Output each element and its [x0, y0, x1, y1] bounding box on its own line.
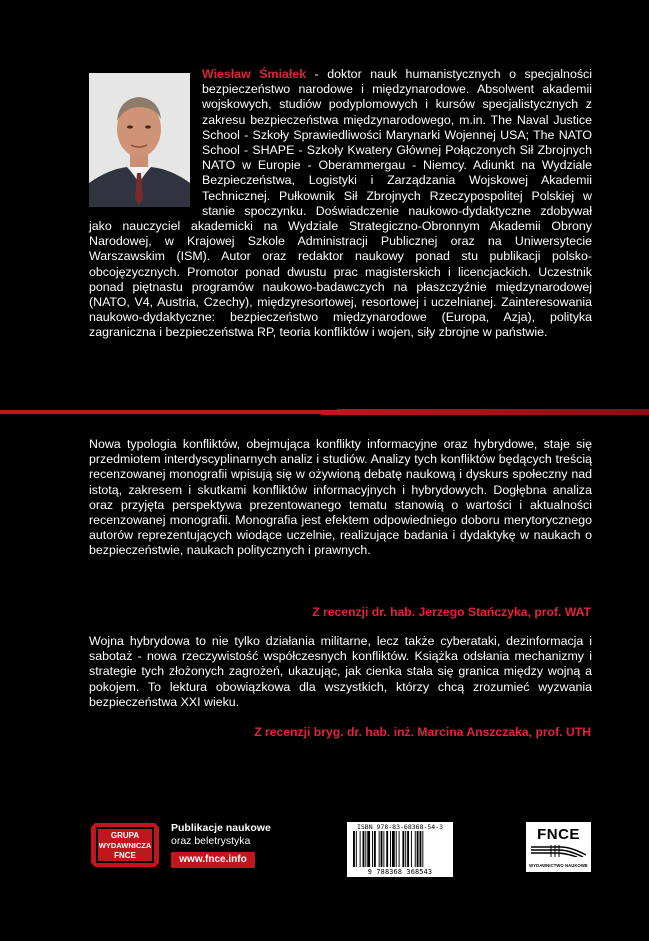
isbn-barcode: [347, 822, 453, 877]
red-divider: [0, 410, 649, 414]
review-attribution-1: Z recenzji dr. hab. Jerzego Stańczyka, prof. WAT: [312, 605, 591, 619]
review-text-2: Wojna hybrydowa to nie tylko działania militarne, lecz także cyberataki, dezinformacja i sabotaż - nowa rzeczywistość współczesnych konfliktów. Książka odsłania mechanizmy i strategie tych złożonych zagrożeń, ukazując, jak cienka stała się granica między wojną a pokojem. To lektura obowiązkowa dla wszystkich, którzy chcą zrozumieć wyzwania bezpieczeństwa XXI wieku.: [89, 634, 592, 709]
publisher-logo-line-1: GRUPA: [110, 831, 140, 840]
publisher-url[interactable]: www.fnce.info: [171, 852, 255, 868]
author-bio-text: - doktor nauk humanistycznych o specjalności bezpieczeństwo narodowe i międzynarodowe. Absolwent akademii wojskowych, studiów podyplomowych i kursów specjalistycznych z zakresu bezpieczeństwa międzynarodowego, m.in. The Naval Justice School - Szkoły Sprawiedliwości Marynarki Wojennej USA; The NATO School - SHAPE - Szkoły Kwatery Głównej Połączonych Sił Zbrojnych NATO w Europie - Oberammergau - Niemcy. Adiunkt na Wydziale Bezpieczeństwa, Logistyki i Zarządzania Wojskowej Akademii Technicznej. Pułkownik Sił Zbrojnych Rzeczypospolitej Polskiej w stanie spoczynku. Doświadczenie naukowo-dydaktyczne zdobywał jako nauczyciel akademicki na Wydziale Strategiczno-Obronnym Akademii Obrony Narodowej, w Krajowej Szkole Administracji Publicznej oraz na Uniwersytecie Warszawskim (ISM). Autor oraz redaktor naukowy ponad stu publikacji polsko-obcojęzycznych. Promotor ponad dwustu prac magisterskich i licencjackich. Uczestnik ponad piętnastu programów naukowo-badawczych na płaszczyźnie międzynarodowej (NATO, V4, Austria, Czechy), międzyresortowej, resortowej i uczelnianej. Zainteresowania naukowo-dydaktyczne: bezpieczeństwo międzynarodowe (Europa, Azja), polityka zagraniczna i bezpieczeństwa RP, teoria konfliktów i wojen, siły zbrojne w państwie.: [89, 67, 592, 340]
author-name: Wiesław Śmiałek: [202, 67, 307, 81]
publisher-logo: [89, 821, 161, 869]
publisher-tagline-1: Publikacje naukowe: [171, 822, 271, 834]
photo-spacer: [89, 67, 202, 206]
barcode-bars: [353, 831, 447, 867]
publisher-tagline: [171, 822, 271, 848]
publisher-logo-line-2: WYDAWNICZA: [98, 841, 152, 850]
author-bio: [89, 67, 592, 341]
fnce-logo: [526, 822, 591, 872]
publisher-logo-line-3: FNCE: [114, 851, 136, 860]
review-attribution-2: Z recenzji bryg. dr. hab. inż. Marcina Anszczaka, prof. UTH: [254, 725, 591, 739]
fnce-logo-stripes: [531, 845, 586, 857]
review-text-1: Nowa typologia konfliktów, obejmująca konflikty informacyjne oraz hybrydowe, staje się przedmiotem interdyscyplinarnych analiz i studiów. Analizy tych konfliktów będących treścią recenzowanej monografii wpisują się w ożywioną debatę naukową i dyskurs społeczny nad istotą, zakresem i skutkami konfliktów informacyjnych i hybrydowych. Dogłębna analiza oraz przyjęta perspektywa prezentowanego tematu stanowią o wartości i aktualności recenzowanej monografii. Monografia jest efektem odpowiedniego doboru merytorycznego autorów reprezentujących wiodące uczelnie, realizujące badania i dydaktykę w naukach o bezpieczeństwie, naukach politycznych i prawnych.: [89, 437, 592, 558]
publisher-tagline-2: oraz beletrystyka: [171, 835, 251, 847]
fnce-logo-word: FNCE: [537, 826, 580, 843]
fnce-logo-small: WYDAWNICTWO NAUKOWE: [529, 863, 588, 868]
isbn-label: ISBN 978-83-68368-54-3: [356, 823, 444, 831]
barcode-digits: 9 788368 368543: [367, 868, 433, 876]
